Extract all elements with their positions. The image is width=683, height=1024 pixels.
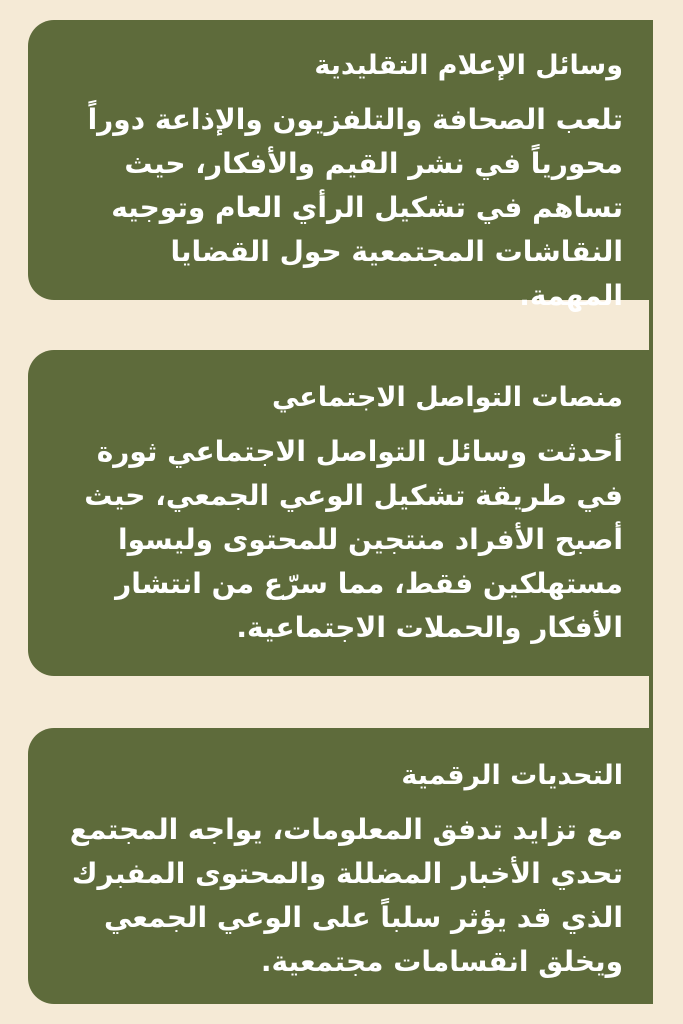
card-title: وسائل الإعلام التقليدية: [314, 50, 623, 81]
traditional-media-card: [28, 20, 653, 312]
card-body: تلعب الصحافة والتلفزيون والإذاعة دوراً محورياً في نشر القيم والأفكار، حيث تساهم في تشكيل الرأي العام وتوجيه النقاشات المجتمعية حول القضايا المهمة.: [87, 103, 623, 312]
card-title: منصات التواصل الاجتماعي: [271, 382, 623, 413]
social-media-card: [28, 350, 653, 676]
connector-line-1: [649, 300, 653, 350]
card-body: أحدثت وسائل التواصل الاجتماعي ثورة في طريقة تشكيل الوعي الجمعي، حيث أصبح الأفراد منتجين للمحتوى وليسوا مستهلكين فقط، مما سرّع من انتشار الأفكار والحملات الاجتماعية.: [84, 435, 623, 644]
connector-line-2: [649, 676, 653, 728]
digital-challenges-card: [28, 728, 653, 1004]
card-title: التحديات الرقمية: [401, 760, 623, 791]
card-body: مع تزايد تدفق المعلومات، يواجه المجتمع تحدي الأخبار المضللة والمحتوى المفبرك الذي قد يؤثر سلباً على الوعي الجمعي ويخلق انقسامات مجتمعية.: [69, 813, 623, 978]
